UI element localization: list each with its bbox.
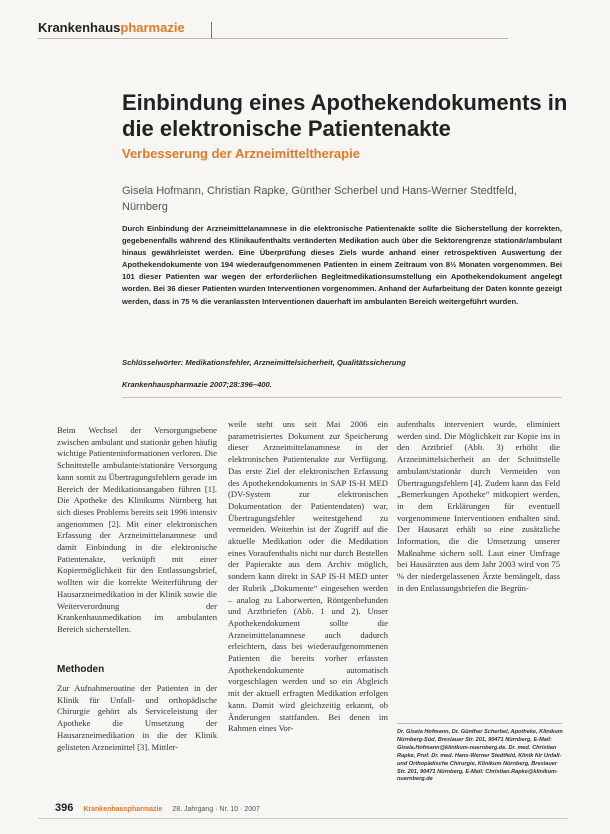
body-column-1 [57,425,217,636]
article-keywords [122,358,562,367]
footer-rule [38,818,568,819]
column-3-text: aufenthalts interveniert wurde, eliminiert werden sind. Die Möglichkeit zur Kopie ins in den Arztbrief (Abb. 3) erhöht die Arzneimittelsicherheit an der Schnittstelle ambulant/stationär durch Vermeiden von Übertragungsfehlern [4]. Zudem kann das Feld „Bemerkungen Apotheke“ mitkopiert werden, in dem Erklärungen für eventuell vorgenommene Interventionen enthalten sind. Der Hausarzt erhält so eine zusätzliche Information, die die Umsetzung unserer Maßnahme sichern soll. Laut einer Umfrage bei Hausärzten aus dem Jahr 2003 wird von 75 % der niedergelassenen Ärzte bemängelt, dass in den Entlassungsbriefen die Begrün- [397,419,560,593]
article-authors: Gisela Hofmann, Christian Rapke, Günther Scherbel und Hans-Werner Stedtfeld, Nürnberg [122,185,517,213]
keywords-label: Schlüsselwörter: [122,358,184,367]
header-divider-tick [211,22,212,38]
section-heading-methods: Methoden [57,664,105,675]
author-contact-info: Dr. Gisela Hofmann, Dr. Günther Scherbel, Apotheke, Klinikum Nürnberg-Süd, Breslauer Str. 201, 90471 Nürnberg, E-Mail: Gisela.Hofmann@klinikum-nuernberg.de. Dr. med. Christian Rapke, Prof. Dr. med. Hans-Werner Stedtfeld, Klinik für Unfall- und Orthopädische Chirurgie, Klinikum Nürnberg, Breslauer Str. 201, 90471 Nürnberg, E-Mail: Christian.Rapke@klinikum-nuernberg.de [397,729,563,783]
column-1b-text: Zur Aufnahmeroutine der Patienten in der Klinik für Unfall- und orthopädische Chirurgie gehört als Serviceleistung der Apotheke die Umsetzung der Hausarzneimedikation in die der Klinik gelisteten Arzneimittel [3]. Mittler- [57,683,217,752]
body-column-1-methods [57,683,217,753]
article-title: Einbindung eines Apothekendokuments in die elektronische Patientenakte [122,90,568,141]
column-2-text: weile steht uns seit Mai 2006 ein parametrisiertes Dokument zur Speicherung dieser Arzneimittelanamnese in der elektronischen Patientenakte zur Verfügung. Das erste Ziel der elektronischen Erfassung des Apothekendokuments in SAP IS-H MED (DV-System zur elektronischen Dokumentation der Patientendaten) war, Übertragungsfehler weitestgehend zu vermeiden. Weiterhin ist der Zugriff auf die aktuelle Medikation oder die Medikation eines Voraufenthalts nicht nur durch Bestellen der Papierakte aus dem Archiv möglich, sondern kann direkt in SAP IS-H MED unter der Rubrik „Dokumente“ eingesehen werden – analog zu Laborwerten, Röntgenbefunden und Arztbriefen (Abb. 1 und 2). Unser Apothekendokument sollte die Arzneimittelanamnese auch dadurch erleichtern, dass bei wiederaufgenommenen Patienten die bereits vorher erfassten Apothekendokumente automatisch vorgeschlagen werden und so ein Abgleich mit der aktuell erfragten Medikation erfolgen kann. Damit wird gleichzeitig erkannt, ob Änderungen stattfanden. Bei denen im Rahmen eines Vor- [228,419,388,734]
header-brand-part1: Krankenhaus [38,20,121,35]
article-citation: Krankenhauspharmazie 2007;28:396–400. [122,380,272,389]
header-rule [38,38,508,39]
footer-page-number: 396 [55,802,74,814]
body-column-3 [397,419,560,595]
article-subtitle: Verbesserung der Arzneimitteltherapie [122,146,360,161]
header-brand-part2: pharmazie [120,20,185,35]
keywords-text: Medikationsfehler, Arzneimittelsicherheit, Qualitätssicherung [185,358,406,367]
body-column-2 [228,419,388,735]
article-abstract: Durch Einbindung der Arzneimittelanamnese in die elektronische Patientenakte sollte die Sicherstellung der korrekten, gegebenenfalls während des Klinikaufenthalts veränderten Medikation auch über die Sektorengrenze stationär/ambulant hinaus gewährleistet werden. Eine Überprüfung dieses Ziels wurde anhand einer retrospektiven Auswertung der Apothekendokumente von 194 wiederaufgenommenen Patienten in einem Zeitraum von 8½ Monaten vorgenommen. Bei 101 dieser Patienten war wegen der erforderlichen Begleitmedikationsumstellung ein Apothekendokument angelegt worden. Bei 36 dieser Patienten wurden Interventionen vorgenommen. Anhand der Aufarbeitung der Daten konnte gezeigt werden, dass in 75 % die veranlassten Interventionen dauerhaft im ambulanten Bereich weitergeführt wurden. [122,224,562,306]
journal-header [38,20,185,35]
contact-rule [397,723,562,724]
column-1-text: Beim Wechsel der Versorgungsebene zwischen ambulant und stationär gehen häufig wichtige Patienteninformationen verloren. Die Schnittstelle ambulante/stationäre Versorgung kann somit zu Übertragungsfehlern gerade im Bereich der Medikationsangaben führen [1]. Die Apotheke des Klinikums Nürnberg hat sich dieses Problems bereits seit 1996 intensiv angenommen [2]. Mit einer elektronischen Erfassung der Arzneimittelanamnese und damit Einbindung in die elektronische Patientenakte, verknüpft mit einer Kopiermöglichkeit für den Entlassungsbrief, wollten wir die korrekte Weiterführung der Hausarzneimedikation in der Klinik sowie die Weiterverordnung der Krankenhausmedikation im ambulanten Bereich sicherstellen. [57,425,217,634]
footer-journal-name: Krankenhauspharmazie [83,806,163,813]
page-footer [55,802,260,814]
footer-issue: 28. Jahrgang · Nr. 10 · 2007 [172,806,260,813]
abstract-separator [122,397,562,398]
